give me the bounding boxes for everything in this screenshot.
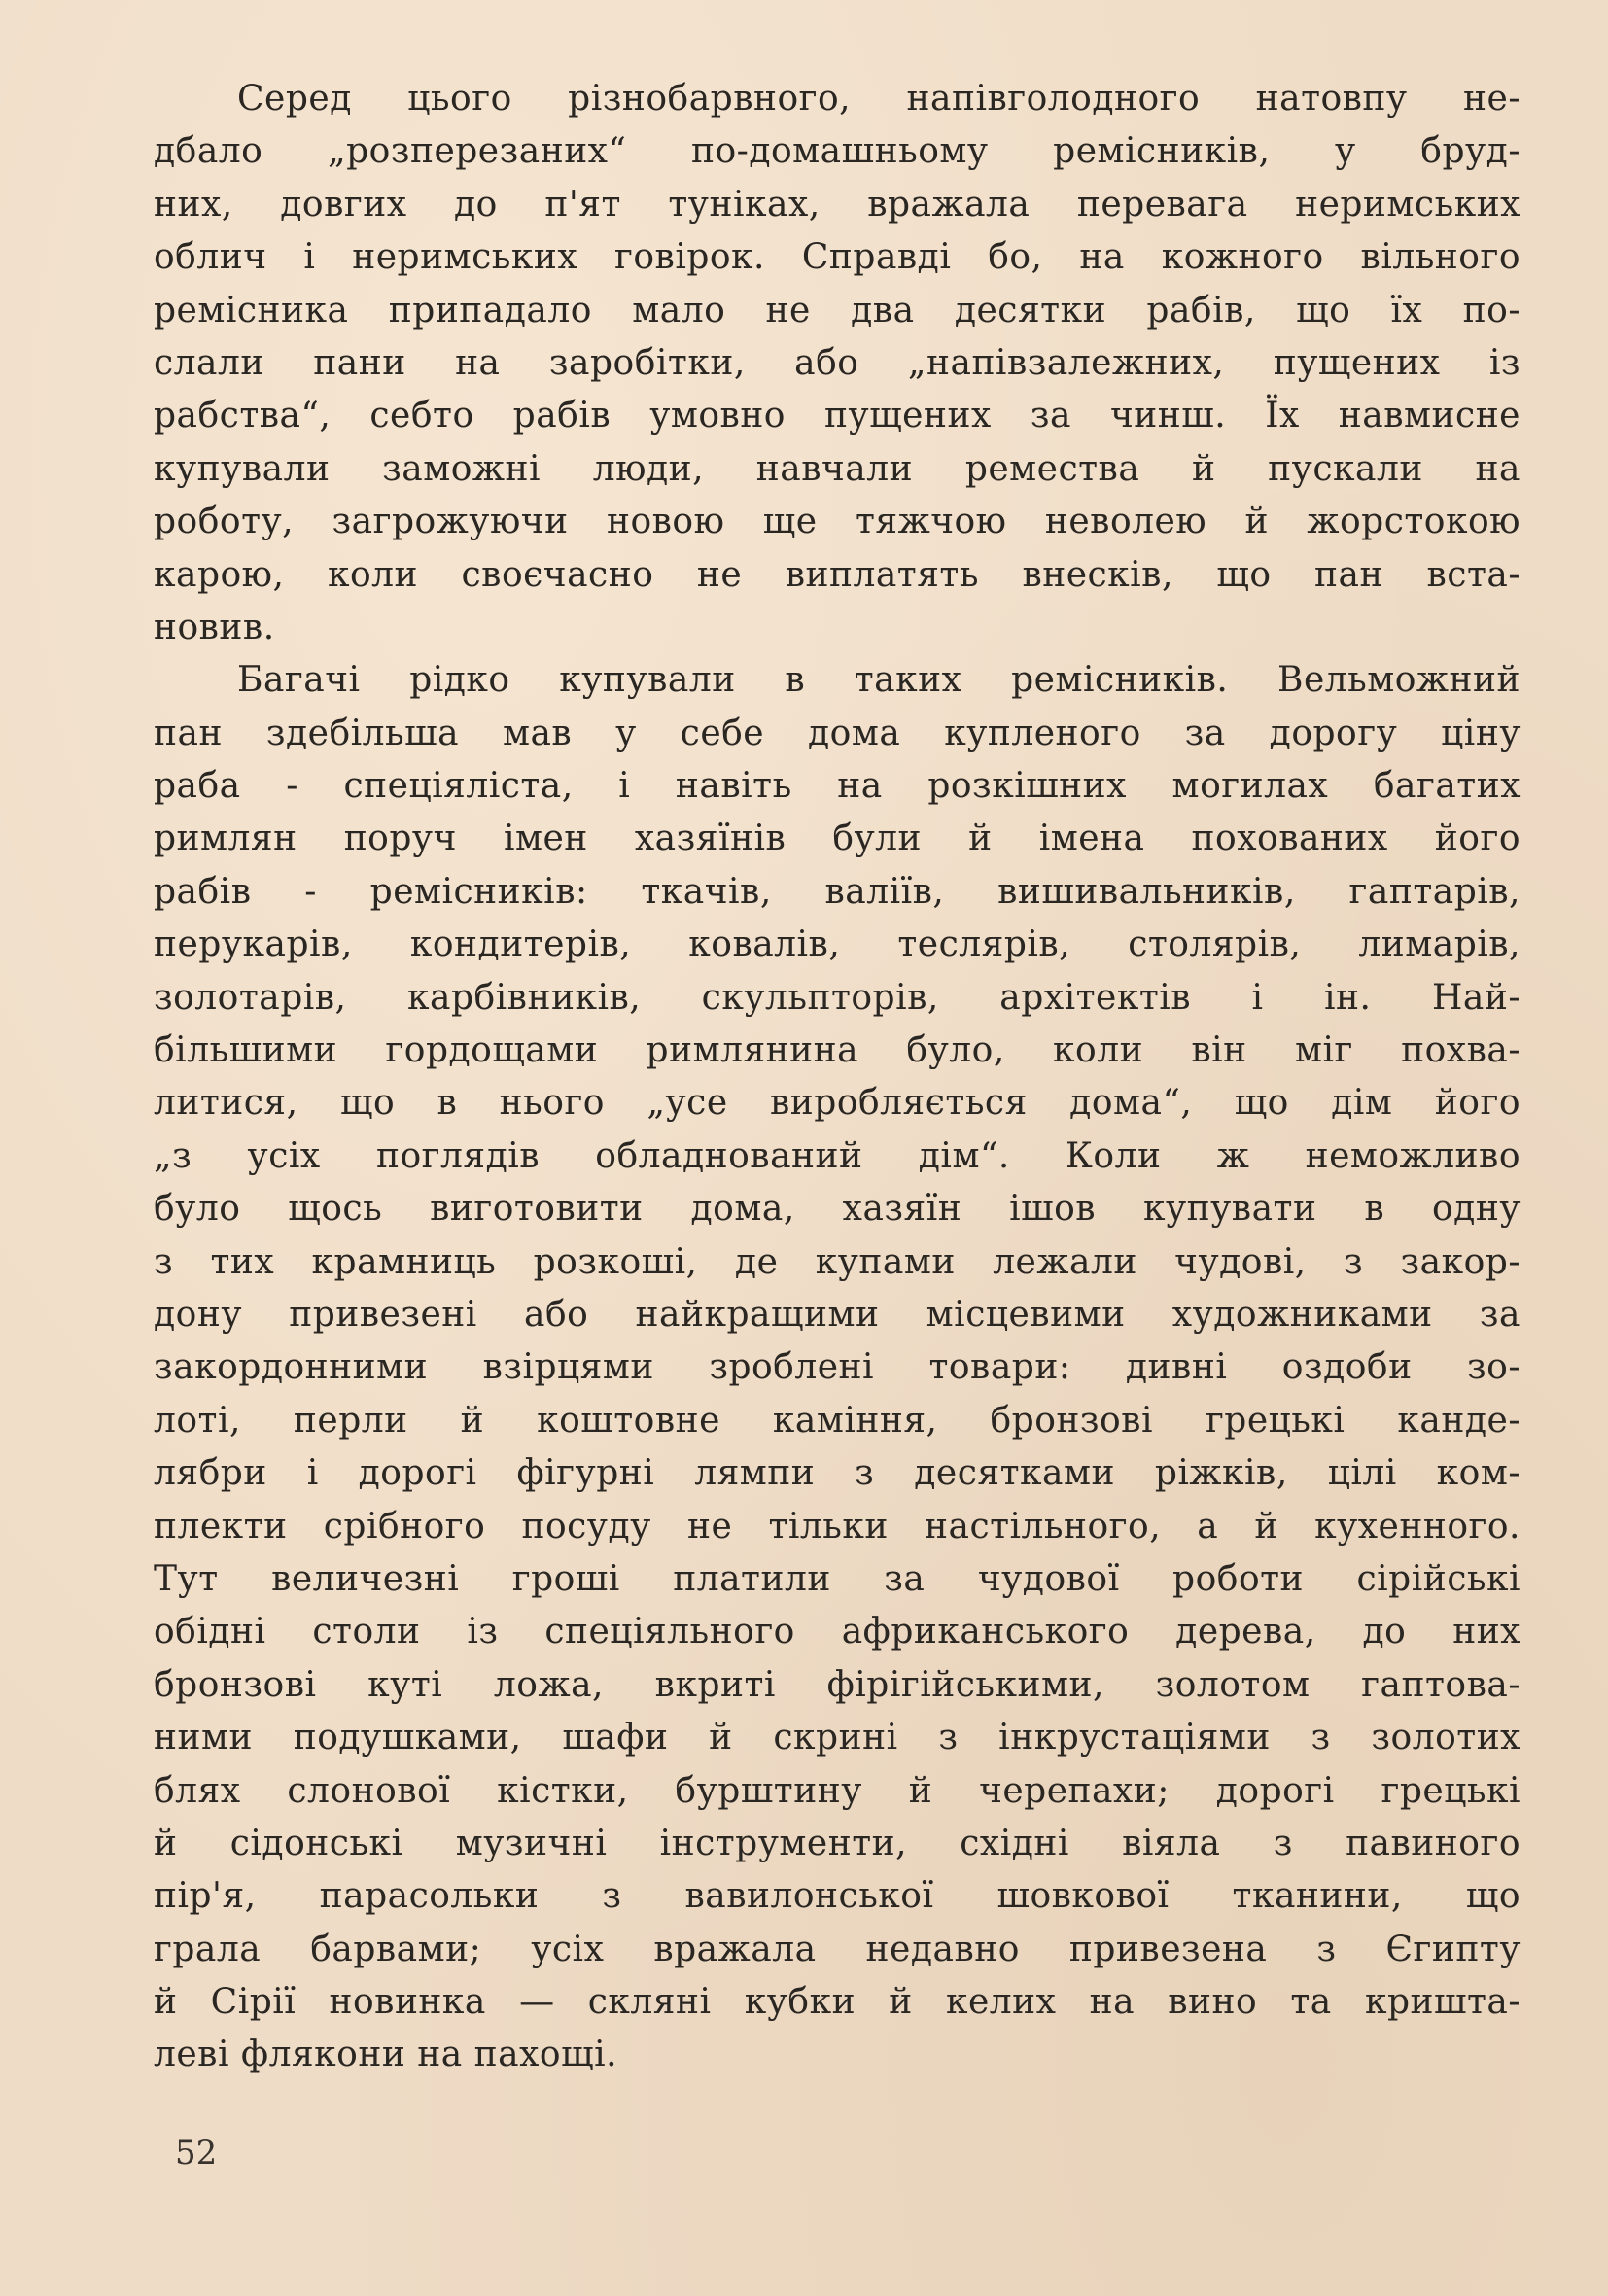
text-line: Тут величезні гроші платили за чудової роботи сірійські [154,1558,1521,1599]
text-line: литися, що в нього „усе виробляється дома“, що дім його [154,1083,1521,1124]
text-line: слали пани на заробітки, або „напівзалежних, пущених із [154,342,1521,383]
text-line: римлян поруч імен хазяїнів були й імена похованих його [154,818,1521,859]
text-line: Серед цього різнобарвного, напівголодного натовпу не- [237,79,1521,119]
text-line: раба - спеціяліста, і навіть на розкішних могилах багатих [154,766,1521,807]
text-line: карою, коли своєчасно не виплатять внесків, що пан вста- [154,554,1521,595]
text-line: ними подушками, шафи й скрині з інкрустаціями з золотих [154,1718,1521,1758]
text-line: лоті, перли й коштовне каміння, бронзові грецькі канде- [154,1400,1521,1441]
text-line: рабів - ремісників: ткачів, валіїв, вишивальників, гаптарів, [154,871,1521,912]
text-line: Багачі рідко купували в таких ремісників. Вельможний [237,660,1521,701]
text-line: них, довгих до п'ят туніках, вражала перевага неримських [154,184,1521,225]
text-line: купували заможні люди, навчали ремества й пускали на [154,448,1521,489]
text-line: рабства“, себто рабів умовно пущених за чинш. Їх навмисне [154,396,1521,436]
text-line: новив. [154,607,275,647]
text-line: „з усіх поглядів обладнований дім“. Коли ж неможливо [154,1135,1521,1176]
text-line: обідні столи із спеціяльного африканського дерева, до них [154,1612,1521,1652]
text-line: закордонними взірцями зроблені товари: дивні оздоби зо- [154,1347,1521,1388]
text-line: з тих крамниць розкоші, де купами лежали чудові, з закор- [154,1241,1521,1282]
body-text [154,73,1521,2082]
text-line: золотарів, карбівників, скульпторів, архітектів і ін. Най- [154,977,1521,1018]
text-line: пан здебільша мав у себе дома купленого за дорогу ціну [154,713,1521,753]
text-line: дбало „розперезаних“ по-домашньому ремісників, у бруд- [154,131,1521,172]
text-line: облич і неримських говірок. Справді бо, на кожного вільного [154,237,1521,278]
text-line: перукарів, кондитерів, ковалів, теслярів, столярів, лимарів, [154,924,1521,965]
text-line: й сідонські музичні інструменти, східні віяла з павиного [154,1823,1521,1863]
text-line: було щось виготовити дома, хазяїн ішов купувати в одну [154,1189,1521,1230]
text-line: більшими гордощами римлянина було, коли він міг похва- [154,1030,1521,1071]
text-line: дону привезені або найкращими місцевими художниками за [154,1294,1521,1335]
text-line: леві флякони на пахощі. [154,2035,618,2075]
text-line: ремісника припадало мало не два десятки рабів, що їх по- [154,290,1521,330]
text-line: блях слонової кістки, бурштину й черепахи; дорогі грецькі [154,1770,1521,1811]
page-number: 52 [175,2134,218,2173]
text-line: й Сірії новинка — скляні кубки й келих на вино та кришта- [154,1982,1521,2023]
text-line: роботу, загрожуючи новою ще тяжчою неволею й жорстокою [154,502,1521,542]
text-line: плекти срібного посуду не тільки настільного, а й кухенного. [154,1506,1521,1547]
text-line: пір'я, парасольки з вавилонської шовкової тканини, що [154,1876,1521,1917]
text-line: грала барвами; усіх вражала недавно привезена з Єгипту [154,1929,1521,1969]
text-line: лябри і дорогі фігурні лямпи з десятками ріжків, цілі ком- [154,1453,1521,1494]
text-line: бронзові куті ложа, вкриті фірігійськими, золотом гаптова- [154,1664,1521,1705]
